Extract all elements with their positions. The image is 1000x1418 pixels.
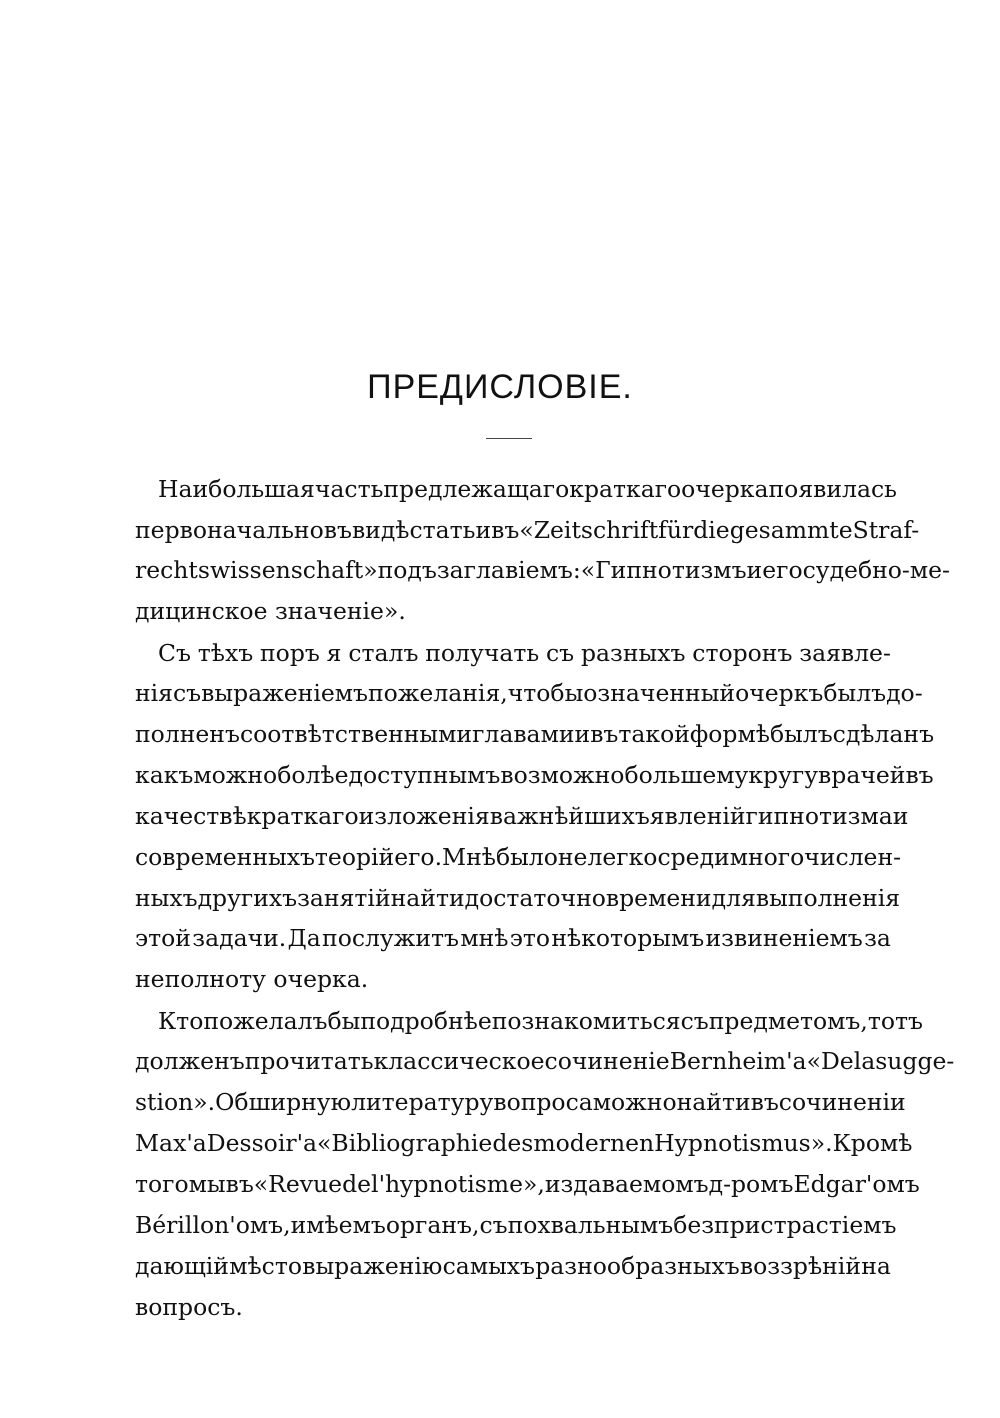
word: краткаго	[246, 802, 359, 830]
word: rechtswissenschaft»	[135, 556, 378, 584]
text-line	[135, 923, 891, 953]
word: съ	[479, 1211, 508, 1239]
word: сторонъ	[692, 639, 793, 667]
word: появилась	[768, 475, 897, 503]
word: предлежащаго	[383, 475, 570, 503]
word: Обширную	[215, 1088, 352, 1116]
word: многочислен-	[729, 843, 902, 871]
word: тѣхъ	[197, 639, 254, 667]
word: литературу	[351, 1088, 494, 1116]
word: и	[892, 802, 909, 830]
word: сталъ	[348, 639, 419, 667]
word: долженъ	[135, 1047, 245, 1075]
text-line	[135, 719, 935, 749]
word: очеркъ	[735, 679, 824, 707]
word: современныхъ	[135, 843, 315, 871]
text-line	[135, 678, 923, 708]
word: послужитъ	[322, 924, 459, 952]
word: stion».	[135, 1088, 216, 1116]
word: краткаго	[569, 475, 682, 503]
word: его.	[394, 843, 443, 871]
word: главами	[472, 720, 575, 748]
text-line: вопросъ.	[135, 1293, 243, 1321]
word: Кто	[158, 1007, 204, 1035]
word: modernen	[533, 1129, 655, 1157]
word: на	[861, 1252, 891, 1280]
word: разныхъ	[580, 639, 686, 667]
word: д-ромъ	[708, 1170, 794, 1198]
word: чтобы	[507, 679, 584, 707]
word: такой	[618, 720, 690, 748]
text-line	[135, 883, 901, 913]
word: de	[342, 1170, 372, 1198]
word: заявле-	[799, 639, 891, 667]
word: Straf-	[852, 516, 920, 544]
word: возможно	[500, 761, 625, 789]
word: былъ	[823, 679, 887, 707]
word: легко	[587, 843, 658, 871]
word: Bérillon'омъ,	[135, 1211, 291, 1239]
word: формѣ	[689, 720, 770, 748]
text-line	[135, 555, 950, 585]
word: съ	[546, 639, 575, 667]
text-line: дицинское значенiе».	[135, 597, 406, 625]
word: сочиненiи	[778, 1088, 906, 1116]
word: Мнѣ	[442, 843, 496, 871]
word: подробнѣе	[360, 1007, 492, 1035]
word: большему	[624, 761, 749, 789]
word: видѣ	[351, 516, 410, 544]
word: Hypnotismus».	[654, 1129, 833, 1157]
word: гипнотизма	[745, 802, 893, 830]
text-line	[158, 638, 891, 668]
word: какъ	[135, 761, 194, 789]
word: «De	[806, 1047, 854, 1075]
text-line	[135, 842, 902, 872]
word: въ	[905, 761, 934, 789]
word: съ	[173, 679, 202, 707]
text-line	[135, 1128, 913, 1158]
word: изложенiя	[358, 802, 490, 830]
word: съ	[680, 1007, 709, 1035]
word: полненъ	[135, 720, 240, 748]
word: Bernheim'а	[669, 1047, 807, 1075]
word: судебно-ме-	[802, 556, 950, 584]
word: среди	[657, 843, 730, 871]
word: времени	[605, 884, 712, 912]
text-line	[135, 1046, 955, 1076]
word: мѣсто	[229, 1252, 302, 1280]
word: найти	[390, 884, 465, 912]
word: за	[864, 924, 891, 952]
word: задачи.	[192, 924, 287, 952]
word: теорiй	[314, 843, 395, 871]
word: означенный	[583, 679, 736, 707]
word: Dessoir'а	[206, 1129, 318, 1157]
word: занятiй	[297, 884, 391, 912]
word: издаваемомъ	[544, 1170, 709, 1198]
word: des	[492, 1129, 534, 1157]
word: выполненiя	[755, 884, 901, 912]
text-line	[135, 1169, 920, 1199]
word: Edgar'омъ	[793, 1170, 920, 1198]
word: найти	[676, 1088, 751, 1116]
word: «Revue	[253, 1170, 343, 1198]
word: другихъ	[197, 884, 298, 912]
word: его	[762, 556, 803, 584]
word: было	[495, 843, 558, 871]
word: первоначально	[135, 516, 324, 544]
word: самыхъ	[442, 1252, 535, 1280]
text-line	[158, 1006, 923, 1036]
word: доступнымъ	[348, 761, 501, 789]
word: sugge-	[875, 1047, 955, 1075]
word: заглавiемъ:	[436, 556, 581, 584]
word: познакомиться	[491, 1007, 681, 1035]
text-line	[135, 515, 920, 545]
word: часть	[314, 475, 384, 503]
word: воззрѣнiй	[739, 1252, 861, 1280]
word: классическое	[373, 1047, 545, 1075]
word: того	[135, 1170, 189, 1198]
word: и	[746, 556, 763, 584]
text-line: неполноту очерка.	[135, 965, 369, 993]
word: врачей	[818, 761, 906, 789]
word: ныхъ	[135, 884, 198, 912]
word: gesammte	[729, 516, 853, 544]
word: соотвѣтственными	[239, 720, 473, 748]
word: въ	[750, 1088, 779, 1116]
word: можно	[592, 1088, 677, 1116]
word: «Bibliographie	[317, 1129, 493, 1157]
word: получать	[425, 639, 540, 667]
word: въ	[225, 1170, 254, 1198]
word: достаточно	[464, 884, 606, 912]
title-divider	[486, 438, 532, 439]
word: выраженiемъ	[201, 679, 368, 707]
word: имѣемъ	[290, 1211, 386, 1239]
word: пожелалъ	[203, 1007, 328, 1035]
word: Наибольшая	[158, 475, 315, 503]
word: болѣе	[277, 761, 349, 789]
word: выраженiю	[302, 1252, 443, 1280]
word: сдѣланъ	[832, 720, 935, 748]
word: бы	[327, 1007, 361, 1035]
word: органъ,	[385, 1211, 480, 1239]
word: мы	[188, 1170, 226, 1198]
word: это	[509, 924, 551, 952]
word: извиненiемъ	[705, 924, 863, 952]
word: былъ	[769, 720, 833, 748]
word: нiя	[135, 679, 174, 707]
word: Max'а	[135, 1129, 207, 1157]
text-line	[135, 760, 934, 790]
word: этой	[135, 924, 191, 952]
word: нѣкоторымъ	[551, 924, 705, 952]
word: и	[574, 720, 591, 748]
word: кругу	[748, 761, 819, 789]
word: я	[326, 639, 342, 667]
word: l'hypnotisme»,	[371, 1170, 545, 1198]
word: можно	[193, 761, 278, 789]
word: вопроса	[493, 1088, 593, 1116]
page-title: ПРЕДИСЛОВIЕ.	[367, 368, 633, 406]
word: качествѣ	[135, 802, 247, 830]
word: до-	[886, 679, 923, 707]
word: la	[853, 1047, 876, 1075]
text-line	[135, 1210, 897, 1240]
word: «Zeitschrift	[519, 516, 659, 544]
word: тотъ	[867, 1007, 923, 1035]
text-line	[158, 474, 897, 504]
word: die	[693, 516, 730, 544]
word: не	[557, 843, 588, 871]
word: прочитать	[244, 1047, 374, 1075]
word: подъ	[377, 556, 437, 584]
text-line	[135, 1087, 906, 1117]
word: явленiй	[649, 802, 746, 830]
word: поръ	[260, 639, 320, 667]
word: для	[711, 884, 756, 912]
word: очерка	[681, 475, 769, 503]
word: важнѣйшихъ	[489, 802, 650, 830]
word: für	[658, 516, 694, 544]
word: сочиненiе	[544, 1047, 670, 1075]
word: Да	[287, 924, 321, 952]
word: Съ	[158, 639, 191, 667]
text-line	[135, 1251, 891, 1281]
word: «Гипнотизмъ	[580, 556, 747, 584]
word: предметомъ,	[708, 1007, 868, 1035]
word: разнообразныхъ	[535, 1252, 740, 1280]
word: дающiй	[135, 1252, 229, 1280]
word: въ	[590, 720, 619, 748]
word: мнѣ	[460, 924, 509, 952]
word: статьи	[409, 516, 492, 544]
word: похвальнымъ	[507, 1211, 674, 1239]
word: въ	[491, 516, 520, 544]
text-line	[135, 801, 909, 831]
word: пожеланiя,	[367, 679, 508, 707]
word: Кромѣ	[832, 1129, 913, 1157]
word: въ	[323, 516, 352, 544]
word: безпристрастiемъ	[673, 1211, 897, 1239]
